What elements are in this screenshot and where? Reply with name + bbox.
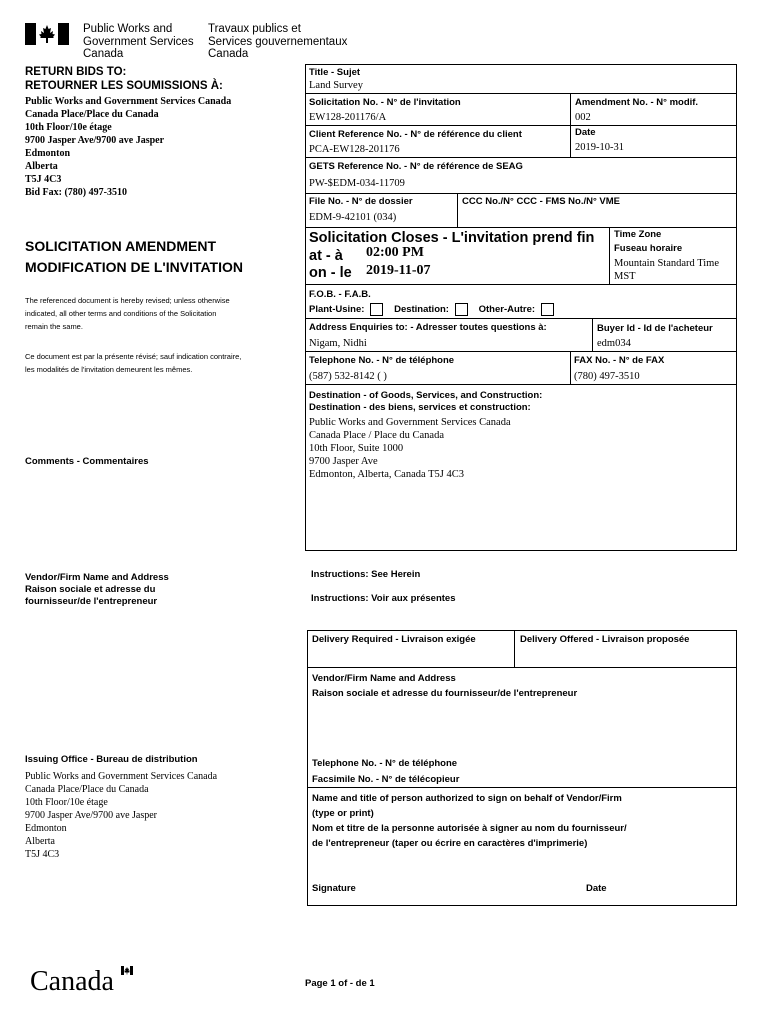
return-bids-address: Public Works and Government Services Canada Canada Place/Place du Canada 10th Floor/10e étage 9700 Jasper Ave/9700 ave Jasper Edmonton Alberta T5J 4C3 Bid Fax: (780) 497-3510 (25, 96, 232, 198)
enquiries-value: Nigam, Nidhi (309, 338, 367, 349)
date-value: 2019-10-31 (575, 142, 624, 153)
amendment-no-label: Amendment No. - N° modif. (575, 97, 699, 108)
date-label: Date (575, 127, 596, 138)
amendment-note-en: The referenced document is hereby revised; unless otherwise indicated, all other terms and conditions of the Solicitation remain the same. (25, 296, 230, 331)
department-name-en: Public Works and Government Services Canada (83, 23, 194, 60)
gets-reference-value: PW-$EDM-034-11709 (309, 178, 405, 189)
title-value: Land Survey (309, 80, 363, 91)
plant-label: Plant-Usine: (309, 304, 365, 316)
destination-checkbox[interactable] (455, 303, 468, 316)
buyer-id-label: Buyer Id - Id de l'acheteur (597, 323, 713, 334)
other-checkbox[interactable] (541, 303, 554, 316)
signature-date-label: Date (586, 883, 607, 894)
vendor-left-label: Vendor/Firm Name and Address Raison sociale et adresse du fournisseur/de l'entrepreneur (25, 572, 169, 607)
fax-label: FAX No. - N° de FAX (574, 355, 665, 366)
delivery-required-label: Delivery Required - Livraison exigée (312, 634, 476, 645)
destination-label: Destination: (394, 304, 449, 316)
closing-date-value: 2019-11-07 (366, 263, 431, 278)
buyer-id-value: edm034 (597, 338, 631, 349)
closing-date-label: on - le (309, 265, 352, 281)
delivery-offered-label: Delivery Offered - Livraison proposée (520, 634, 690, 645)
closing-time-value: 02:00 PM (366, 245, 424, 260)
file-no-label: File No. - N° de dossier (309, 196, 413, 207)
issuing-office-label: Issuing Office - Bureau de distribution (25, 754, 198, 765)
solicitation-no-value: EW128-201176/A (309, 112, 387, 123)
client-reference-value: PCA-EW128-201176 (309, 144, 400, 155)
destination-address: Public Works and Government Services Canada Canada Place / Place du Canada 10th Floor, Suite 1000 9700 Jasper Ave Edmonton, Alberta, Canada T5J 4C3 (309, 417, 511, 480)
authorized-person-label: Name and title of person authorized to sign on behalf of Vendor/Firm (type or print) Nom et titre de la personne autorisée à signer au nom du fournisseur/ de l'entrepreneur (taper ou écrire en caractères d'imprimerie) (312, 793, 627, 849)
amendment-note-fr: Ce document est par la présente révisé; sauf indication contraire, les modalités de l'invitation demeurent les mêmes. (25, 352, 242, 374)
comments-label: Comments - Commentaires (25, 456, 149, 467)
fax-value: (780) 497-3510 (574, 371, 640, 382)
ccc-no-label: CCC No./N° CCC - FMS No./N° VME (462, 196, 621, 207)
title-label: Title - Sujet (309, 67, 361, 78)
fob-options (309, 303, 562, 316)
client-reference-label: Client Reference No. - N° de référence du client (309, 129, 522, 140)
wordmark-flag-icon (121, 966, 133, 975)
issuing-office-address: Public Works and Government Services Canada Canada Place/Place du Canada 10th Floor/10e étage 9700 Jasper Ave/9700 ave Jasper Edmonton Alberta T5J 4C3 (25, 771, 218, 860)
closing-time-label: at - à (309, 248, 343, 264)
amendment-title: SOLICITATION AMENDMENT MODIFICATION DE L'INVITATION (25, 238, 243, 275)
gets-reference-label: GETS Reference No. - N° de référence de SEAG (309, 161, 523, 172)
department-name-fr: Travaux publics et Services gouvernementaux Canada (208, 23, 348, 60)
time-zone-value: Mountain Standard Time MST (614, 258, 720, 282)
destination-goods-label: Destination - of Goods, Services, and Construction: Destination - des biens, services et construction: (309, 390, 543, 413)
canada-wordmark: Canada (30, 966, 114, 997)
solicitation-no-label: Solicitation No. - N° de l'invitation (309, 97, 461, 108)
time-zone-label: Time Zone Fuseau horaire (614, 229, 683, 254)
page-number: Page 1 of - de 1 (305, 978, 375, 989)
solicitation-closes-label: Solicitation Closes - L'invitation prend fin (309, 230, 595, 246)
plant-checkbox[interactable] (370, 303, 383, 316)
instructions-en: Instructions: See Herein (311, 569, 421, 580)
instructions-fr: Instructions: Voir aux présentes (311, 593, 456, 604)
other-label: Other-Autre: (478, 304, 536, 316)
return-bids-title: RETURN BIDS TO: RETOURNER LES SOUMISSIONS À: (25, 66, 223, 92)
amendment-no-value: 002 (575, 112, 591, 123)
vendor-telephone-label: Telephone No. - N° de téléphone (312, 758, 458, 769)
telephone-label: Telephone No. - N° de téléphone (309, 355, 455, 366)
enquiries-label: Address Enquiries to: - Adresser toutes questions à: (309, 322, 547, 333)
vendor-firm-label: Vendor/Firm Name and Address Raison sociale et adresse du fournisseur/de l'entrepreneur (312, 673, 578, 699)
telephone-value: (587) 532-8142 ( ) (309, 371, 387, 382)
fob-label: F.O.B. - F.A.B. (309, 289, 371, 300)
canada-flag-icon (25, 23, 69, 45)
file-no-value: EDM-9-42101 (034) (309, 212, 397, 223)
vendor-facsimile-label: Facsimile No. - N° de télécopieur (312, 774, 460, 785)
signature-label: Signature (312, 883, 356, 894)
